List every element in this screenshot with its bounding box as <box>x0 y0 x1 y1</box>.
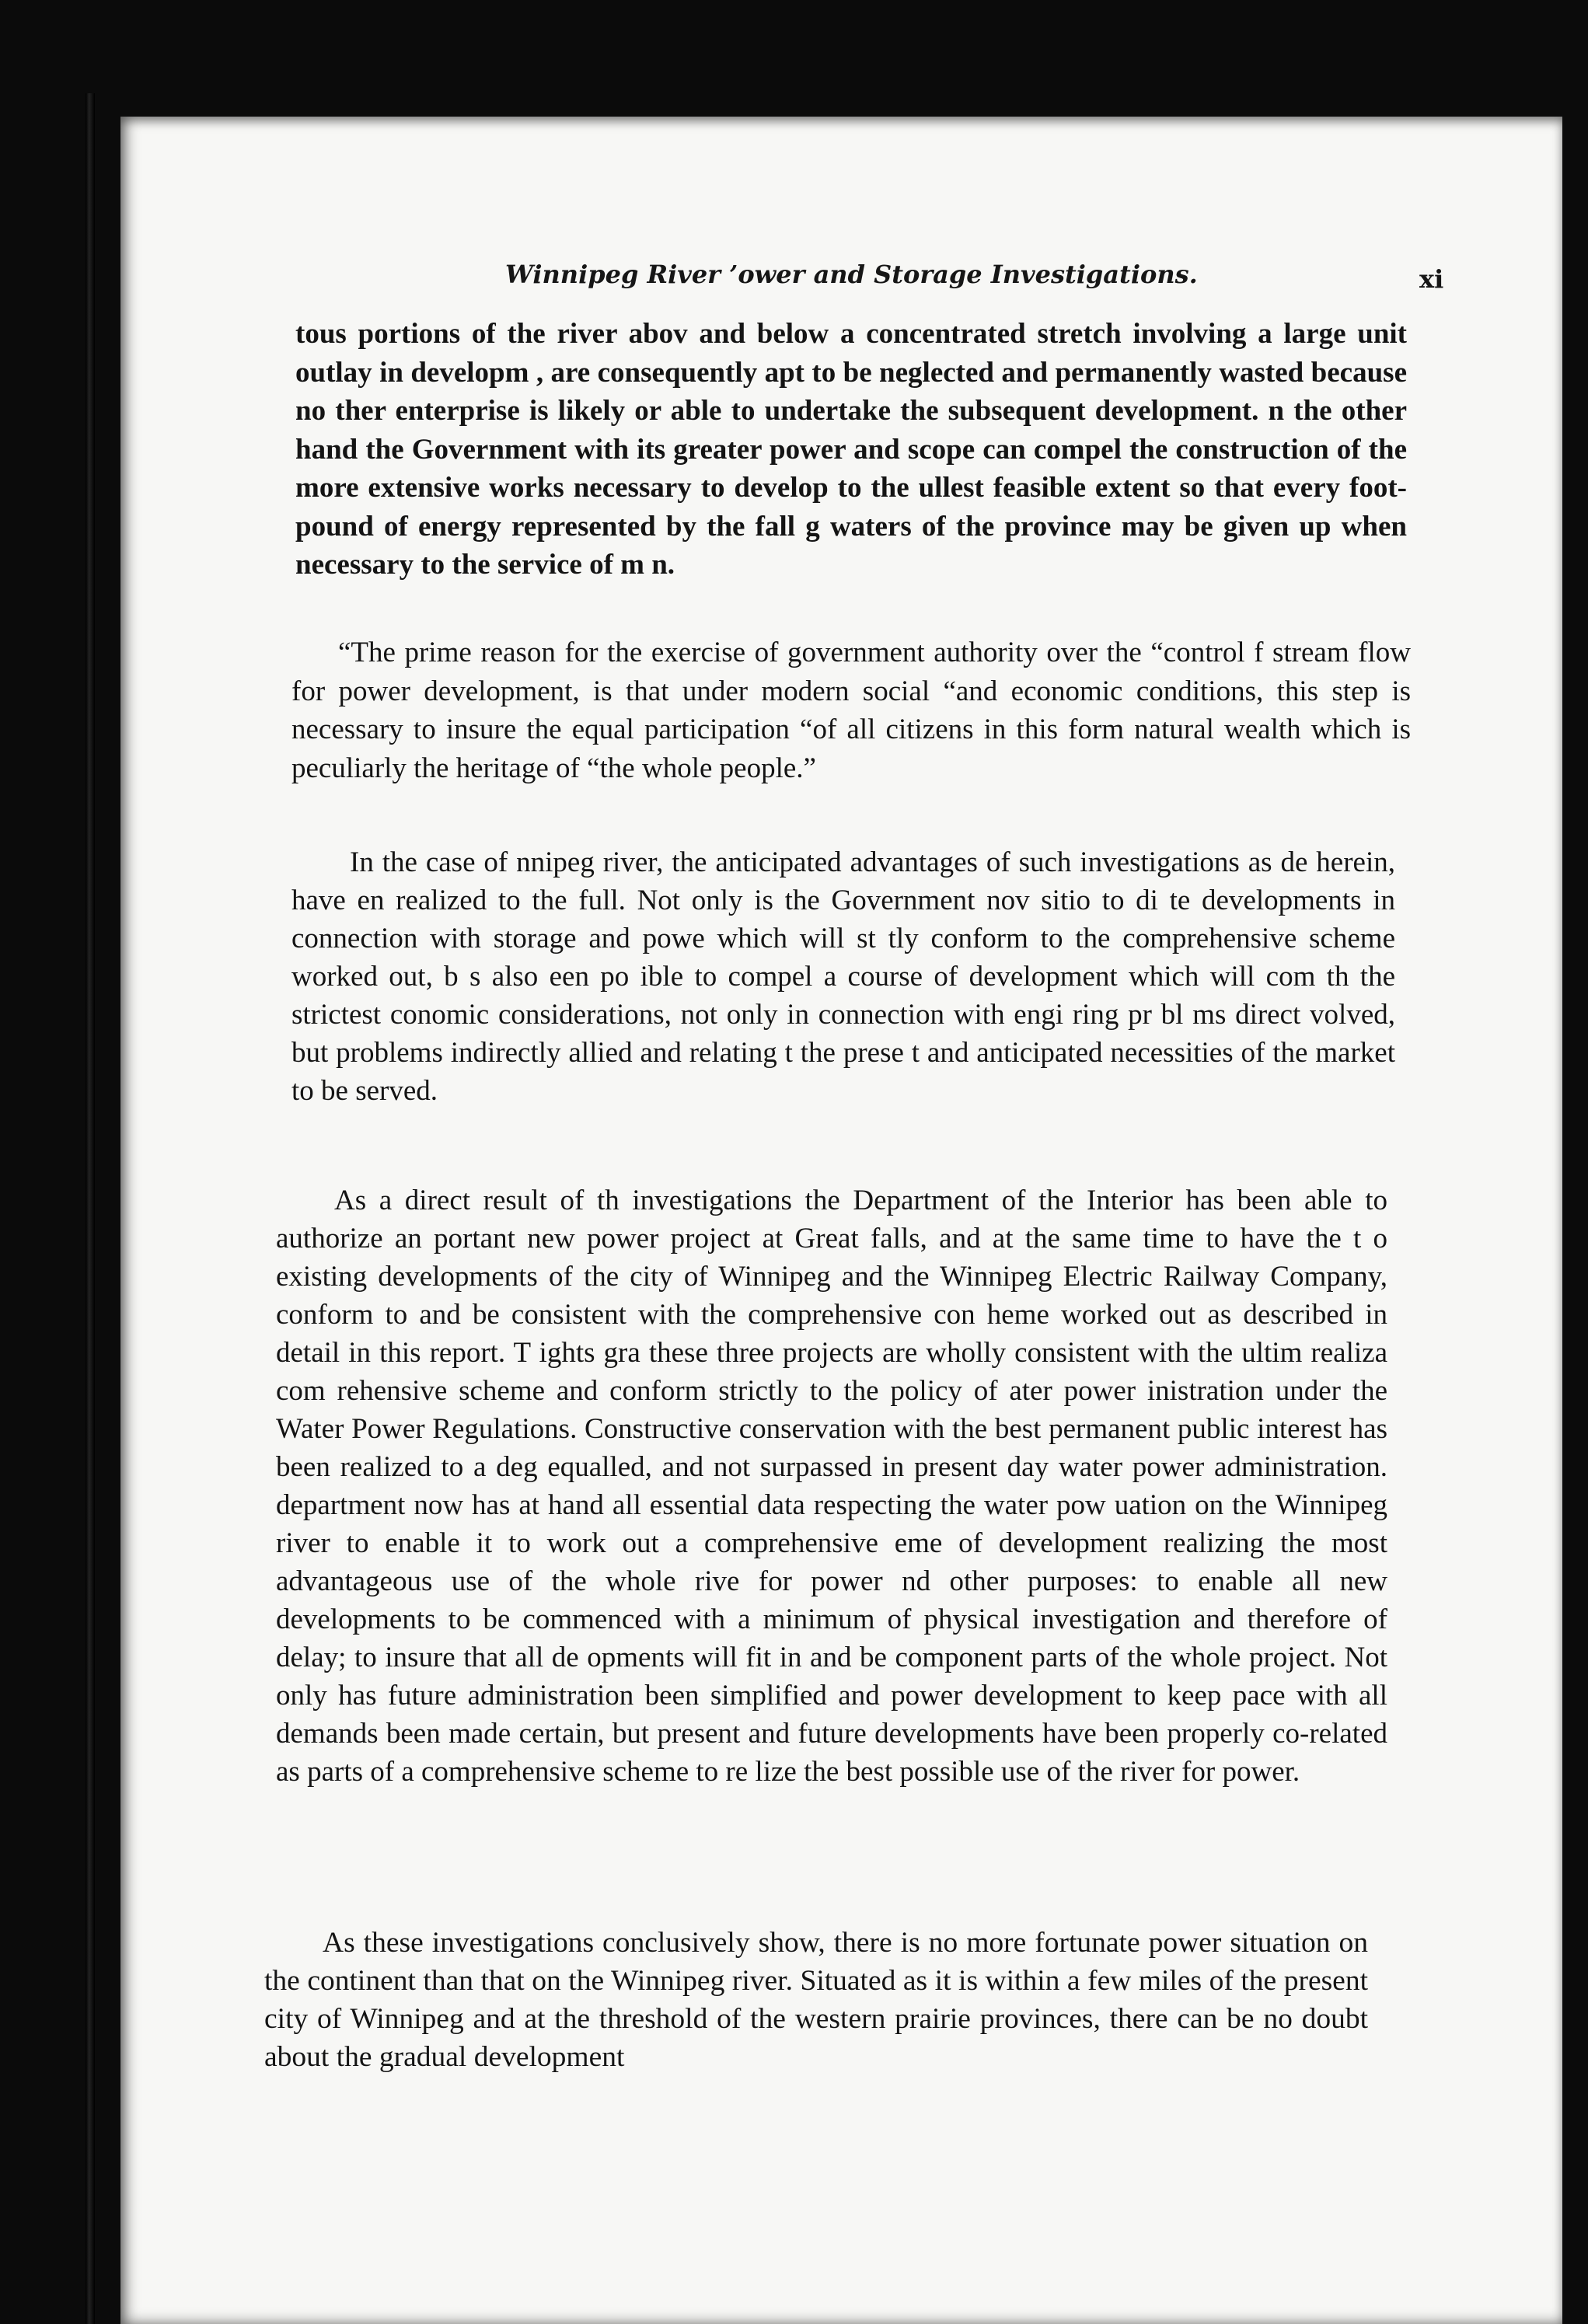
direct-result-paragraph: As a direct result of th investigations the Department of the Interior has been able to authorize an portant new power project at Great falls, and at the same time to have the t o existing developments of the city of Winnipeg and the Winnipeg Electric Railway Company, conform to and be consistent with the comprehensive con heme worked out as described in detail in this report. T ights gra these three projects are wholly consistent with the ultim realiza com rehensive scheme and conform strictly to the policy of ater power inistration under the Water Power Regulations. Constructive conservation with the best permanent public interest has been realized to a deg equalled, and not surpassed in present day water power administration. department now has at hand all essential data respecting the water pow uation on the Winnipeg river to enable it to work out a comprehensive eme of development realizing the most advantageous use of the whole rive for power nd other purposes: to enable all new developments to be commenced with a minimum of physical investigation and therefore of delay; to insure that all de opments will fit in and be component parts of the whole project. Not only has future administration been simplified and power development to keep pace with all demands been made certain, but present and future developments have been properly co-related as parts of a comprehensive scheme to re lize the best possible use of the river for power. <box>276 1185 1387 1788</box>
running-header: Winnipeg River ’ower and Storage Investigations. <box>505 260 1198 289</box>
conclusion-paragraph: As these investigations conclusively show, there is no more fortunate power situation on the continent than that on the Winnipeg river. Situated as it is within a few miles of the present city of Winnipeg and at the threshold of the western prairie provinces, there can be no doubt about the gradual development <box>264 1927 1368 2073</box>
continuation-paragraph: tous portions of the river abov and below a concentrated stretch involving a large unit outlay in developm , are consequently apt to be neglected and permanently wasted because no ther enterprise is likely or able to undertake the subsequent development. n the other hand the Government with its greater power and scope can compel the construction of the more extensive works necessary to develop to the ullest feasible extent so that every foot-pound of energy represented by the fall g waters of the province may be given up when necessary to the service of m n. <box>295 318 1407 581</box>
winnipeg-case-paragraph: In the case of nnipeg river, the anticipated advantages of such investigations as de herein, have en realized to the full. Not only is the Government nov sitio to di te developments in connection with storage and powe which will st tly conform to the comprehensive scheme worked out, b s also een po ible to compel a course of development which will com th the strictest conomic considerations, not only in connection with engi ring pr bl ms direct volved, but problems indirectly allied and relating t the prese t and anticipated necessities of the market to be served. <box>291 846 1395 1107</box>
page-number: xi <box>1419 264 1444 294</box>
book-binding-edge <box>86 93 95 2324</box>
quoted-paragraph: “The prime reason for the exercise of government authority over the “control f stream flow for power development, is that under modern social “and economic conditions, this step is necessary to insure the equal participation “of all citizens in this form natural wealth which is peculiarly the heritage of “the whole people.” <box>291 637 1411 784</box>
